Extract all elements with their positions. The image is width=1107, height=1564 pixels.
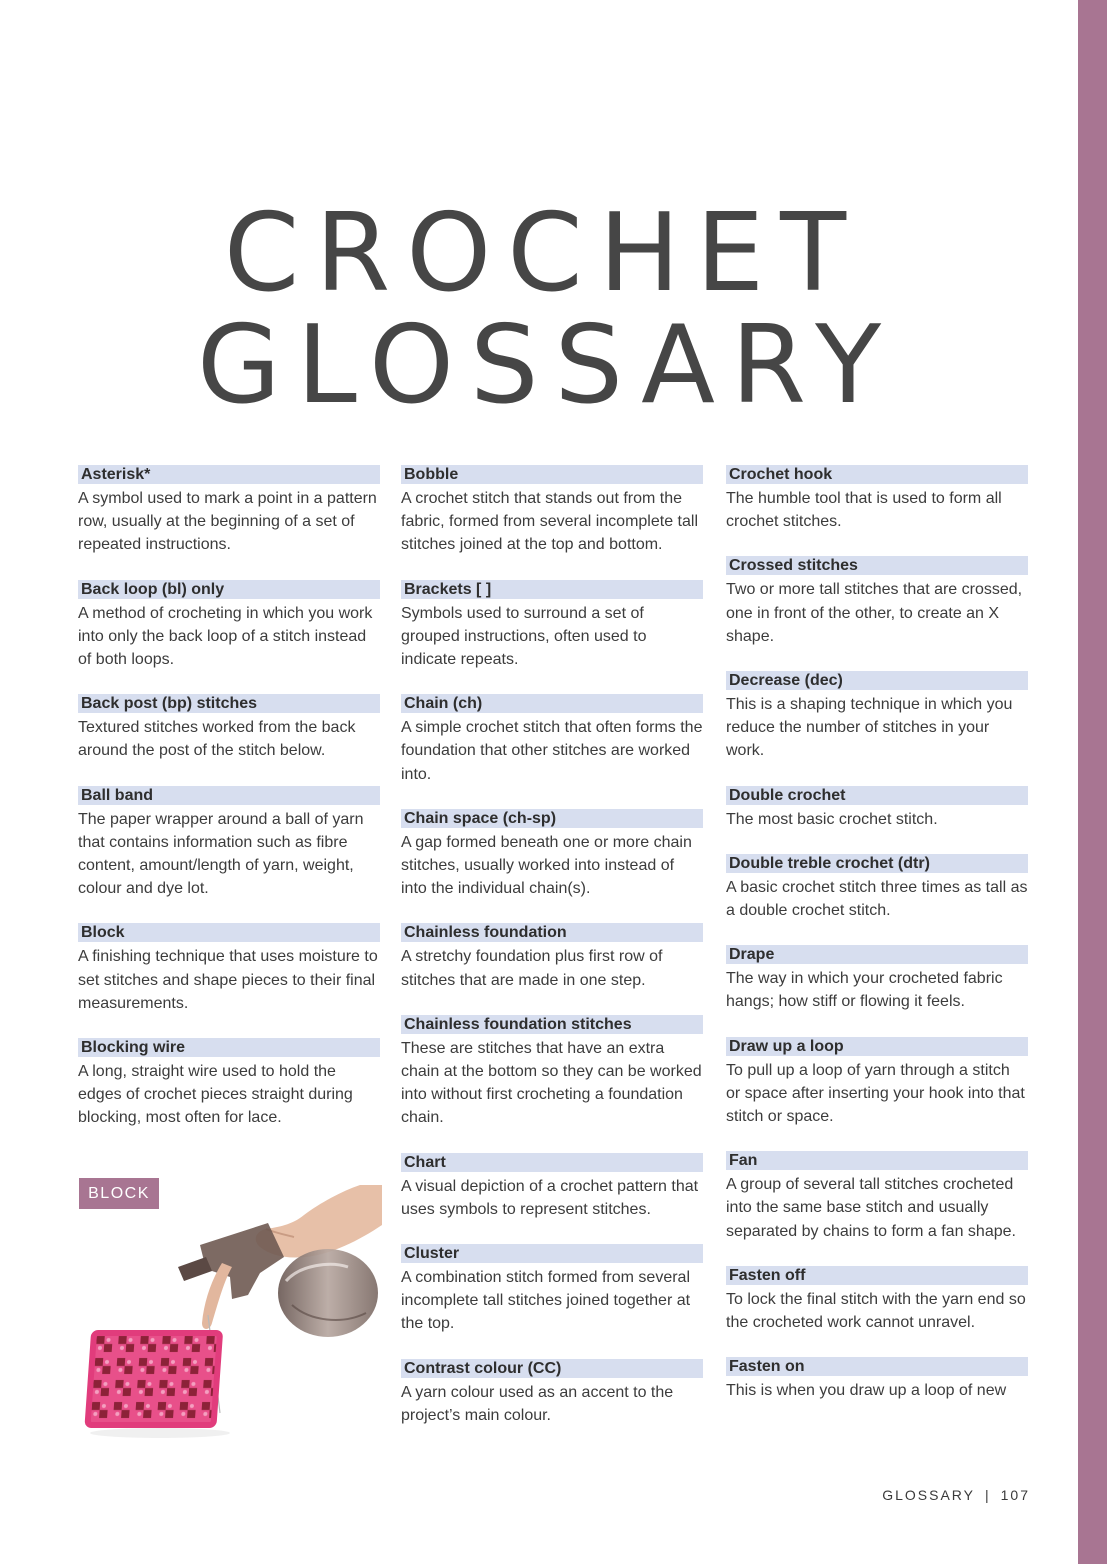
image-caption-tag: BLOCK <box>79 1178 159 1209</box>
spray-bottle-blocking-photo <box>80 1185 382 1440</box>
glossary-column-3 <box>726 465 1028 1425</box>
glossary-entry <box>401 923 703 991</box>
glossary-term: Crochet hook <box>726 465 1028 484</box>
glossary-entry <box>726 854 1028 922</box>
glossary-term: Bobble <box>401 465 703 484</box>
glossary-term: Back loop (bl) only <box>78 580 380 599</box>
glossary-definition: A basic crochet stitch three times as tall as a double crochet stitch. <box>726 878 1028 920</box>
glossary-entry <box>726 1357 1028 1402</box>
glossary-entry <box>401 694 703 786</box>
glossary-term: Draw up a loop <box>726 1037 1028 1056</box>
page-title-line-1: CROCHET <box>223 191 863 316</box>
footer-separator: | <box>985 1487 991 1503</box>
glossary-entry <box>401 809 703 901</box>
glossary-definition: A stretchy foundation plus first row of stitches that are made in one step. <box>401 948 663 989</box>
glossary-definition: Textured stitches worked from the back around the post of the stitch below. <box>78 719 356 760</box>
glossary-definition: The most basic crochet stitch. <box>726 810 938 828</box>
glossary-entry <box>726 556 1028 648</box>
glossary-definition: The paper wrapper around a ball of yarn that contains information such as fibre content, amount/length of yarn, weight, colour and dye lot. <box>78 810 364 898</box>
glossary-definition: A finishing technique that uses moisture to set stitches and shape pieces to their final measurements. <box>78 948 378 1012</box>
glossary-definition: The humble tool that is used to form all crochet stitches. <box>726 490 1002 531</box>
glossary-term: Chain (ch) <box>401 694 703 713</box>
footer-section-name: GLOSSARY <box>882 1487 975 1503</box>
glossary-definition: A long, straight wire used to hold the edges of crochet pieces straight during blocking, most often for lace. <box>78 1063 353 1127</box>
glossary-entry <box>78 786 380 901</box>
glossary-definition: To lock the final stitch with the yarn end so the crocheted work cannot unravel. <box>726 1290 1026 1332</box>
glossary-entry <box>401 1015 703 1130</box>
glossary-entry <box>726 1266 1028 1334</box>
glossary-term: Drape <box>726 945 1028 964</box>
glossary-term: Chainless foundation stitches <box>401 1015 703 1034</box>
glossary-definition: The way in which your crocheted fabric hangs; how stiff or flowing it feels. <box>726 970 1003 1011</box>
glossary-term: Blocking wire <box>78 1038 380 1057</box>
side-color-strip <box>1078 0 1107 1564</box>
glossary-term: Fan <box>726 1151 1028 1170</box>
glossary-definition: A combination stitch formed from several incomplete tall stitches joined together at the top. <box>401 1269 691 1333</box>
glossary-definition: These are stitches that have an extra chain at the bottom so they can be worked into without first crocheting a foundation chain. <box>401 1039 702 1127</box>
glossary-definition: A group of several tall stitches crocheted into the same base stitch and usually separated by chains to form a fan shape. <box>726 1176 1016 1240</box>
glossary-term: Double crochet <box>726 786 1028 805</box>
glossary-definition: This is a shaping technique in which you reduce the number of stitches in your work. <box>726 696 1013 760</box>
glossary-entry <box>726 671 1028 763</box>
glossary-term: Fasten off <box>726 1266 1028 1285</box>
glossary-definition: To pull up a loop of yarn through a stitch or space after inserting your hook into that stitch or space. <box>726 1061 1025 1126</box>
glossary-entry <box>401 465 703 557</box>
glossary-entry <box>78 1038 380 1130</box>
glossary-entry <box>726 1037 1028 1129</box>
glossary-term: Brackets [ ] <box>401 580 703 599</box>
glossary-definition: This is when you draw up a loop of new <box>726 1382 1007 1400</box>
glossary-entry <box>78 694 380 762</box>
glossary-column-2 <box>401 465 703 1450</box>
glossary-term: Chain space (ch-sp) <box>401 809 703 828</box>
glossary-definition: A crochet stitch that stands out from the fabric, formed from several incomplete tall stitches joined at the top and bottom. <box>401 490 698 554</box>
glossary-entry <box>401 1244 703 1336</box>
glossary-term: Double treble crochet (dtr) <box>726 854 1028 873</box>
glossary-definition: A simple crochet stitch that often forms the foundation that other stitches are worked into. <box>401 719 703 783</box>
glossary-term: Chart <box>401 1153 703 1172</box>
glossary-entry <box>78 580 380 672</box>
glossary-term: Crossed stitches <box>726 556 1028 575</box>
glossary-entry <box>78 465 380 557</box>
glossary-entry <box>726 465 1028 533</box>
glossary-term: Decrease (dec) <box>726 671 1028 690</box>
page-number: 107 <box>1000 1487 1030 1503</box>
glossary-term: Ball band <box>78 786 380 805</box>
glossary-term: Asterisk* <box>78 465 380 484</box>
glossary-definition: Symbols used to surround a set of grouped instructions, often used to indicate repeats. <box>401 604 647 669</box>
glossary-entry <box>401 1359 703 1427</box>
glossary-entry <box>401 580 703 672</box>
glossary-term: Back post (bp) stitches <box>78 694 380 713</box>
page-title-line-2: GLOSSARY <box>196 303 898 428</box>
glossary-entry <box>726 1151 1028 1243</box>
glossary-entry <box>726 786 1028 831</box>
glossary-definition: A yarn colour used as an accent to the project’s main colour. <box>401 1383 674 1424</box>
glossary-term: Contrast colour (CC) <box>401 1359 703 1378</box>
glossary-definition: A gap formed beneath one or more chain stitches, usually worked into instead of into the individual chain(s). <box>401 833 692 898</box>
glossary-column-1 <box>78 465 380 1153</box>
glossary-definition: A symbol used to mark a point in a pattern row, usually at the beginning of a set of repeated instructions. <box>78 490 377 554</box>
glossary-term: Fasten on <box>726 1357 1028 1376</box>
page-footer <box>882 1487 1030 1503</box>
glossary-term: Cluster <box>401 1244 703 1263</box>
glossary-definition: A visual depiction of a crochet pattern that uses symbols to represent stitches. <box>401 1177 699 1218</box>
glossary-entry <box>78 923 380 1015</box>
glossary-definition: Two or more tall stitches that are crossed, one in front of the other, to create an X shape. <box>726 581 1023 645</box>
glossary-entry <box>726 945 1028 1013</box>
glossary-entry <box>401 1153 703 1221</box>
glossary-term: Chainless foundation <box>401 923 703 942</box>
glossary-definition: A method of crocheting in which you work into only the back loop of a stitch instead of both loops. <box>78 604 373 669</box>
glossary-term: Block <box>78 923 380 942</box>
